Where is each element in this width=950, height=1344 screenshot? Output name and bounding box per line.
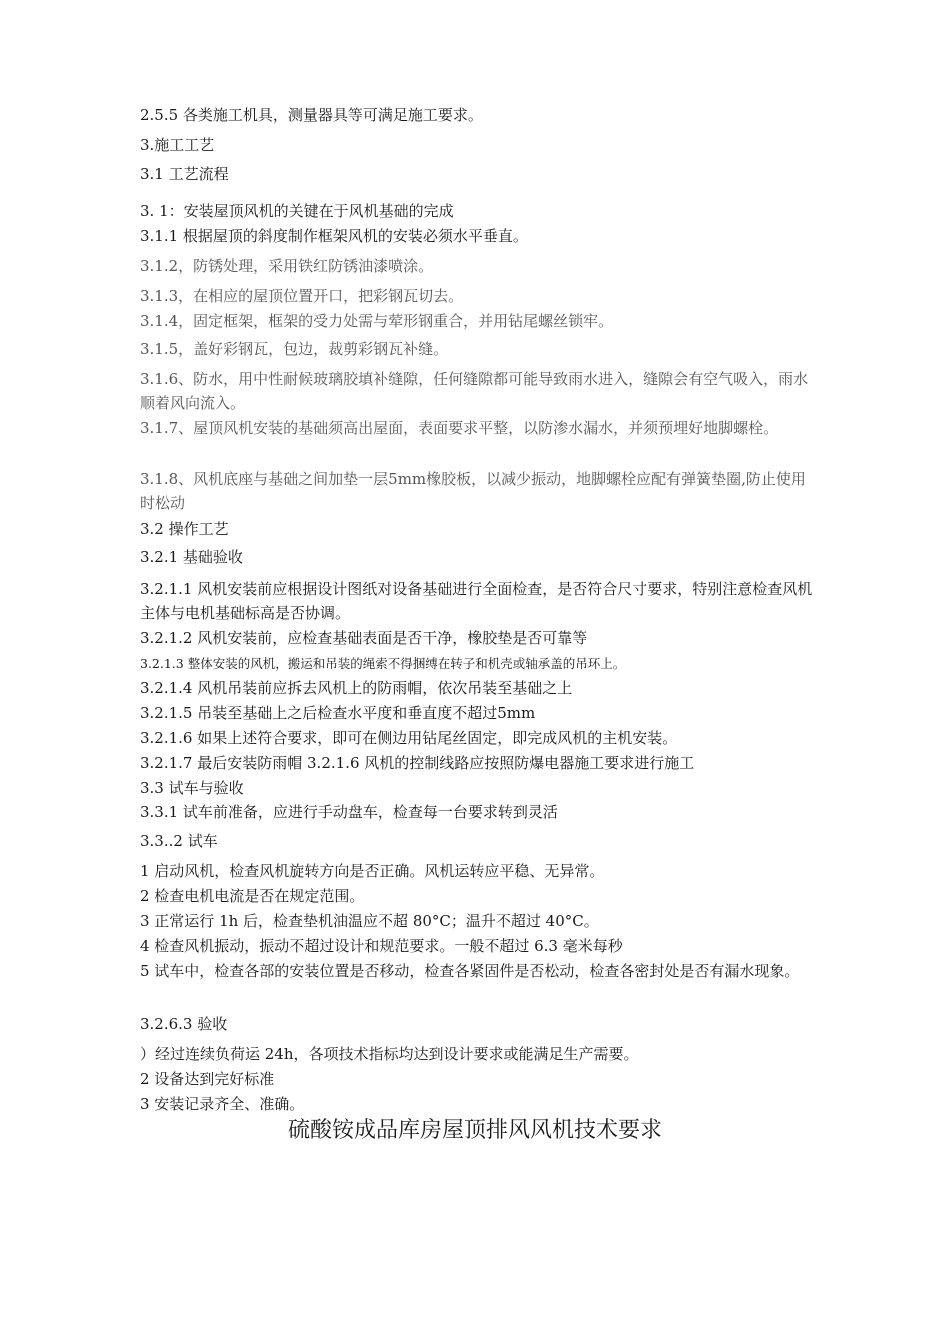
list-item: 2 检查电机电流是否在规定范围。 <box>140 887 365 905</box>
subsection-heading: 3.3 试车与验收 <box>140 779 244 797</box>
subsection-heading: 3.2.1 基础验收 <box>140 548 243 566</box>
doc-line: 3.2.1.6 如果上述符合要求，即可在侧边用钻尾丝固定，即完成风机的主机安装。 <box>140 729 678 747</box>
list-item: 3 正常运行 1h 后，检查垫机油温应不超 80°C；温升不超过 40°C。 <box>140 912 599 930</box>
doc-line: 2.5.5 各类施工机具，测量器具等可满足施工要求。 <box>140 106 483 124</box>
section-heading: 3.施工工艺 <box>140 136 215 154</box>
doc-paragraph: 3.1.8、风机底座与基础之间加垫一层5mm橡胶板，以减少振动，地脚螺栓应配有弹簧垫圈,防止使用时松动 <box>140 470 806 512</box>
list-item: 4 检查风机振动，振动不超过设计和规范要求。一般不超过 6.3 毫米每秒 <box>140 937 623 955</box>
doc-line: 3.2.1.4 风机吊装前应拆去风机上的防雨帽，依次吊装至基础之上 <box>140 679 573 697</box>
list-item: 5 试车中，检查各部的安装位置是否移动，检查各紧固件是否松动，检查各密封处是否有漏水现象。 <box>140 962 800 980</box>
doc-line: 3.2.1.2 风机安装前，应检查基础表面是否干净，橡胶垫是否可靠等 <box>140 629 588 647</box>
doc-line: 3.1.3，在相应的屋顶位置开口，把彩钢瓦切去。 <box>140 287 464 305</box>
doc-line: 3.1.5，盖好彩钢瓦，包边，裁剪彩钢瓦补缝。 <box>140 340 449 358</box>
doc-line: 3. 1：安装屋顶风机的关键在于风机基础的完成 <box>140 202 454 220</box>
subsection-heading: 3.1 工艺流程 <box>140 165 229 183</box>
list-item: 3 安装记录齐全、准确。 <box>140 1095 305 1113</box>
list-item: 2 设备达到完好标准 <box>140 1070 275 1088</box>
doc-line: 3.1.1 根据屋顶的斜度制作框架风机的安装必须水平垂直。 <box>140 227 528 245</box>
doc-line: 3.3.1 试车前准备，应进行手动盘车，检查每一台要求转到灵活 <box>140 803 558 821</box>
list-item: ）经过连续负荷运 24h，各项技术指标均达到设计要求或能满足生产需要。 <box>140 1045 639 1063</box>
doc-line: 3.1.2，防锈处理，采用铁红防锈油漆喷涂。 <box>140 257 434 275</box>
doc-paragraph: 3.1.6、防水，用中性耐候玻璃胶填补缝隙，任何缝隙都可能导致雨水进入，缝隙会有空气吸入，雨水顺着风向流入。 <box>140 370 809 412</box>
subsection-heading: 3.2 操作工艺 <box>140 520 229 538</box>
doc-line: 3.2.1.7 最后安装防雨帽 3.2.1.6 风机的控制线路应按照防爆电器施工要求进行施工 <box>140 754 695 772</box>
doc-line: 3.1.4，固定框架，框架的受力处需与荤形钢重合，并用钻尾螺丝锁牢。 <box>140 312 614 330</box>
doc-line: 3.2.1.5 吊装至基础上之后检查水平度和垂直度不超过5mm <box>140 704 536 722</box>
doc-paragraph: 3.2.1.1 风机安装前应根据设计图纸对设备基础进行全面检查，是否符合尺寸要求，特别注意检查风机主体与电机基础标高是否协调。 <box>140 580 813 622</box>
doc-line: 3.2.1.3 整体安装的风机，搬运和吊装的绳索不得捆缚在转子和机壳或轴承盖的吊环上。 <box>140 656 626 671</box>
subsection-heading: 3.2.6.3 验收 <box>140 1015 228 1033</box>
doc-paragraph: 3.1.7、屋顶风机安装的基础须高出屋面，表面要求平整，以防渗水漏水，并须预埋好地脚螺栓。 <box>140 419 779 437</box>
doc-line: 3.3..2 试车 <box>140 832 218 850</box>
list-item: 1 启动风机，检查风机旋转方向是否正确。风机运转应平稳、无异常。 <box>140 862 605 880</box>
document-title: 硫酸铵成品库房屋顶排风风机技术要求 <box>287 1118 662 1143</box>
